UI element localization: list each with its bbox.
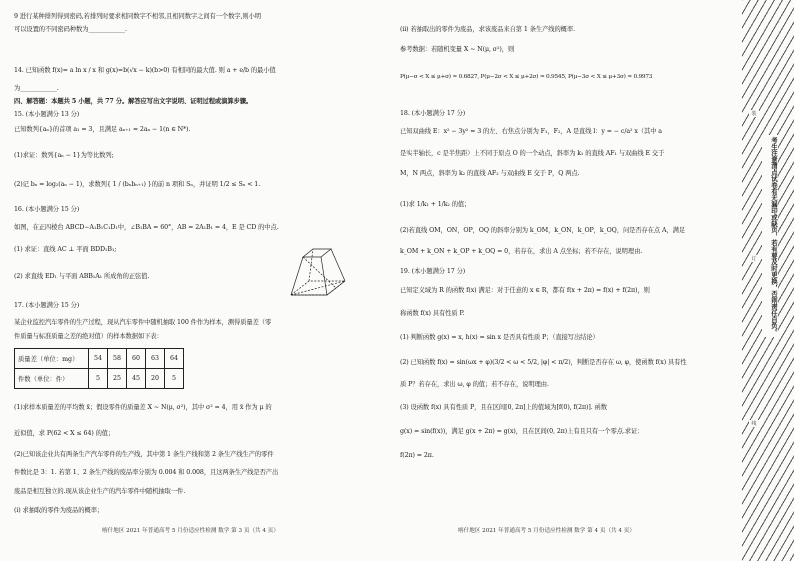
binding-mark: 线 (749, 420, 759, 427)
table-cell: 45 (127, 369, 146, 389)
table-row (15, 369, 184, 389)
section-heading: 四、解答题：本题共 5 小题，共 77 分。解答应写出文字说明、证明过程或演算步骤。 (14, 98, 253, 105)
q17-part1-line1: (1)求样本质量差的平均数 x̄；假设零件的质量差 X ~ N(μ, σ²)，其中 σ² = 4，用 x̄ 作为 μ 的 (14, 404, 272, 411)
q18-part2-line2: k_OM + k_ON + k_OP + k_OQ = 0，若存在，求出 A 点坐标；若不存在，说明理由. (400, 248, 643, 255)
q19-part3-line2: g(x) = sin(f(x))，满足 g(x + 2π) = g(x)，且在区间(0, 2π)上有且只有一个零点.求证： (400, 428, 644, 435)
q16-heading: 16. (本小题满分 15 分) (14, 206, 80, 213)
q19-text-line2: 称函数 f(x) 具有性质 P. (400, 310, 465, 317)
q15-text: 已知数列{aₙ}的首项 a₁ = 3，且满足 aₙ₊₁ = 2aₙ − 1(n ∈ N*). (14, 126, 191, 133)
q17-part2-line3: 废品是相互独立的.现从该企业生产的汽车零件中随机抽取一件. (14, 488, 186, 495)
q18-text-line2: 是实半轴长，c 是半焦距）上不同于原点 O 的一个动点，斜率为 k₁ 的直线 AF₁ 与双曲线 E 交于 (400, 150, 665, 157)
exam-notice: 考生注意清点试卷有无漏印或缺页，若有要及时更换，否则责任自负。 (762, 135, 778, 337)
q16-part1: (1) 求证：直线 AC ⊥ 平面 BDD₁B₁; (14, 246, 117, 253)
q17-heading: 17. (本小题满分 15 分) (14, 302, 80, 309)
table-row (15, 349, 184, 369)
q18-heading: 18. (本小题满分 17 分) (400, 110, 466, 117)
q17-part1-line2: 近似值，求 P(62 < X ≤ 64) 的值； (14, 430, 115, 437)
q14-text-line2: 为____________. (14, 85, 59, 92)
table-cell: 60 (127, 349, 146, 369)
q13-text-line2: 可以设置的不同密码种数为____________. (14, 26, 127, 33)
q17-part2-line2: 件数比是 3：1. 若第 1、2 条生产线的废品率分别为 0.004 和 0.008，且这两条生产线是否产出 (14, 469, 279, 476)
q16-part2: (2) 求直线 ED₁ 与平面 ABB₁A₁ 所成角的正弦值. (14, 273, 150, 280)
reference-data: 参考数据：若随机变量 X ~ N(μ, σ²)，则 (400, 46, 515, 53)
table-cell: 54 (89, 349, 108, 369)
q17-text-line1: 某企业监控汽车零件的生产过程，现从汽车零件中随机抽取 100 件作为样本，测得质量差（零 (14, 319, 272, 326)
q19-part2-line1: (2) 已知函数 f(x) = sin(ωx + φ)(3/2 < ω < 5/2, |φ| < π/2)，判断是否存在 ω, φ，使函数 f(x) 具有性 (400, 359, 687, 366)
binding-mark: 装 (749, 110, 759, 117)
q19-part3-line1: (3) 设函数 f(x) 具有性质 P，且在区间[0, 2π]上的值域为[f(0), f(2π)]. 函数 (400, 404, 607, 411)
q19-part3-line3: f(2π) = 2π. (400, 452, 434, 459)
table-cell: 58 (108, 349, 127, 369)
q18-text-line1: 已知双曲线 E：x² − 3y² = 3 的左、右焦点分别为 F₁，F₂，A 是直线 l：y = − c/a² x（其中 a (400, 128, 662, 135)
q19-text-line1: 已知定义域为 R 的函数 f(x) 满足：对于任意的 x ∈ R，都有 f(x + 2π) = f(x) + f(2π)，则 (400, 287, 650, 294)
right-page (392, 0, 740, 561)
q17-text-line2: 件质量与标准质量之差的绝对值）的样本数据如下表： (14, 333, 163, 340)
table-row-label: 质量差（单位：mg） (15, 349, 89, 369)
binding-strip (742, 0, 794, 561)
q16-text: 如图，在正四棱台 ABCD−A₁B₁C₁D₁中，∠B₁BA = 60°，AB = 2A₁B₁ = 4，E 是 CD 的中点. (14, 224, 279, 231)
left-page (0, 0, 390, 561)
q15-part1: (1)求证：数列{aₙ − 1}为等比数列; (14, 152, 114, 159)
table-cell: 5 (89, 369, 108, 389)
binding-mark: 订 (749, 255, 759, 262)
q18-text-line3: M，N 两点，斜率为 k₂ 的直线 AF₂ 与双曲线 E 交于 P，Q 两点. (400, 170, 580, 177)
q18-part1: (1)求 1/k₁ + 1/k₂ 的值； (400, 201, 471, 208)
right-page-footer: 喀什地区 2021 年普通高考 5 月份适应性检测 数学 第 4 页（共 4 页） (458, 528, 635, 534)
table-cell: 64 (165, 349, 184, 369)
q19-part1: (1) 判断函数 g(x) = x, h(x) = sin x 是否具有性质 P；（直接写出结论） (400, 334, 599, 341)
q13-text-line1: 9 进行某种排列得到密码,若排列时要求相同数字不相邻,且相同数字之间有一个数字,则小明 (14, 13, 261, 20)
q19-heading: 19. (本小题满分 17 分) (400, 268, 466, 275)
table-cell: 25 (108, 369, 127, 389)
table-cell: 20 (146, 369, 165, 389)
quality-sample-table (14, 348, 184, 389)
table-cell: 63 (146, 349, 165, 369)
table-row-label: 件数（单位：件） (15, 369, 89, 389)
q18-part2-line1: (2)若直线 OM，ON，OP，OQ 的斜率分别为 k_OM，k_ON，k_OP，k_OQ，问是否存在点 A，满足 (400, 227, 686, 234)
q19-part2-line2: 质 P？若存在，求出 ω, φ 的值；若不存在，说明理由. (400, 381, 549, 388)
table-cell: 5 (165, 369, 184, 389)
q15-part2: (2)记 bₙ = log₂(aₙ − 1)，求数列{ 1 / (bₙbₙ₊₁) }的前 n 项和 Sₙ，并证明 1/2 ≤ Sₙ < 1. (14, 181, 261, 188)
normal-probabilities: P(μ−σ < X ≤ μ+σ) ≈ 0.6827, P(μ−2σ < X ≤ μ+2σ) ≈ 0.9545, P(μ−3σ < X ≤ μ+3σ) ≈ 0.9973 (400, 74, 653, 80)
q15-heading: 15. (本小题满分 13 分) (14, 111, 80, 118)
q14-text-line1: 14. 已知函数 f(x)= a ln x / x 和 g(x)=b(√x − k)(b>0) 有相同的最大值. 则 a + e/b 的最小值 (14, 67, 276, 74)
q17-part2-ii: (ii) 若抽取出的零件为废品，求该废品来自第 1 条生产线的概率. (400, 26, 575, 33)
left-page-footer: 喀什地区 2021 年普通高考 5 月份适应性检测 数学 第 3 页（共 4 页） (102, 528, 279, 534)
frustum-figure (283, 237, 351, 303)
q17-part2-i: (i) 求抽取的零件为废品的概率； (14, 507, 104, 514)
q17-part2-line1: (2)已知该企业共有两条生产汽车零件的生产线，其中第 1 条生产线和第 2 条生产线生产的零件 (14, 451, 274, 458)
